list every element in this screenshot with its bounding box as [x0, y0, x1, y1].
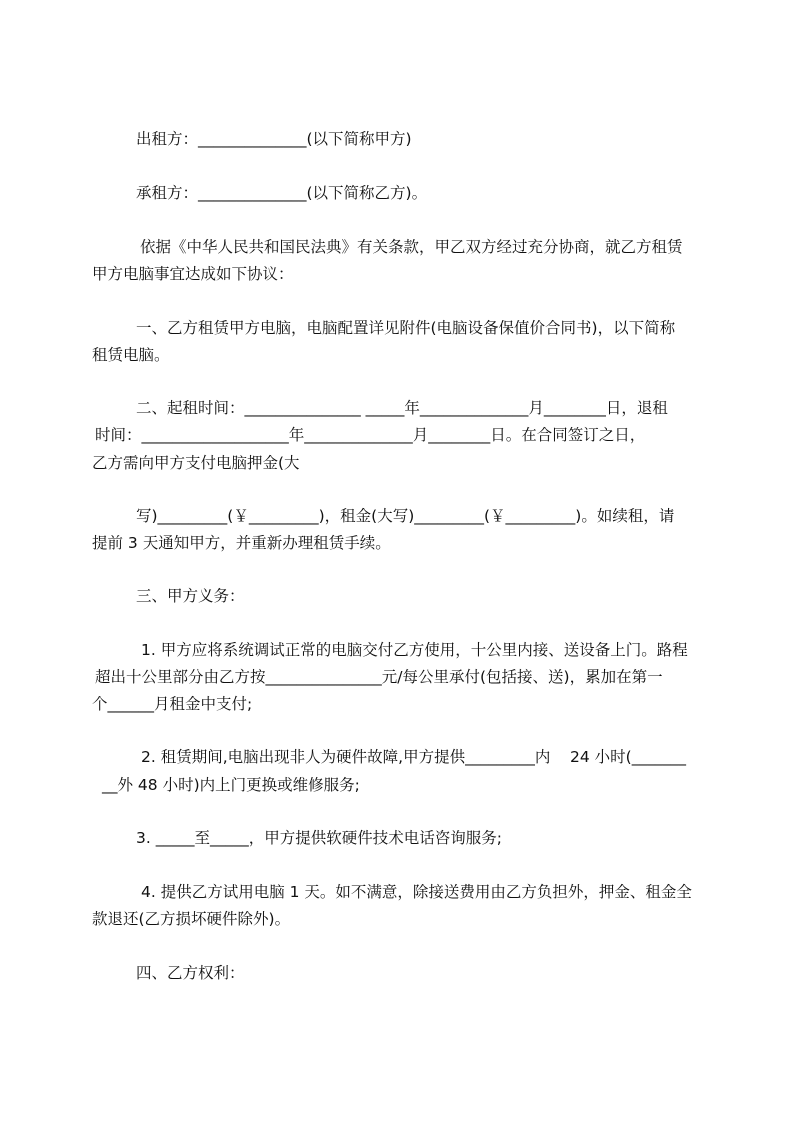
- clause-4-heading: 四、乙方权利：: [136, 964, 245, 982]
- item-3-2-line-2: __外 48 小时)内上门更换或维修服务;: [102, 776, 360, 794]
- lessor-line: 出租方：______________(以下简称甲方): [136, 130, 412, 148]
- clause-3-heading: 三、甲方义务：: [136, 587, 245, 605]
- item-3-4-line-1: 4. 提供乙方试用电脑 1 天。如不满意，除接送费用由乙方负担外，押金、租金全: [141, 883, 692, 901]
- item-3-1-line-2: 超出十公里部分由乙方按_______________元/每公里承付(包括接、送)，累加在第一: [95, 668, 663, 686]
- intro-line-2: 甲方电脑事宜达成如下协议：: [92, 265, 294, 283]
- clause-1-line-2: 租赁电脑。: [92, 346, 170, 364]
- item-3-1-line-1: 1. 甲方应将系统调试正常的电脑交付乙方使用，十公里内接、送设备上门。路程: [141, 641, 688, 659]
- clause-2-line-3: 乙方需向甲方支付电脑押金(大: [92, 454, 300, 472]
- clause-2-line-5: 提前 3 天通知甲方，并重新办理租赁手续。: [92, 534, 391, 552]
- clause-2-line-1: 二、起租时间：_______________ _____年______________月________日，退租: [136, 399, 668, 417]
- lessee-line: 承租方：______________(以下简称乙方)。: [136, 184, 428, 202]
- clause-2-line-4: 写)_________(￥_________)，租金(大写)_________(￥_________)。如续租，请: [136, 507, 675, 525]
- item-3-2-line-1: 2. 租赁期间,电脑出现非人为硬件故障,甲方提供_________内 24 小时(_______: [141, 748, 686, 766]
- clause-1-line-1: 一、乙方租赁甲方电脑，电脑配置详见附件(电脑设备保值价合同书)，以下简称: [136, 319, 676, 337]
- item-3-1-line-3: 个______月租金中支付;: [92, 695, 253, 713]
- intro-line-1: 依据《中华人民共和国民法典》有关条款，甲乙双方经过充分协商，就乙方租赁: [140, 238, 683, 256]
- item-3-4-line-2: 款退还(乙方损坏硬件除外)。: [92, 910, 291, 928]
- clause-2-line-2: 时间：___________________年______________月________日。在合同签订之日，: [95, 426, 646, 444]
- item-3-3: 3. _____至_____，甲方提供软硬件技术电话咨询服务;: [136, 829, 502, 847]
